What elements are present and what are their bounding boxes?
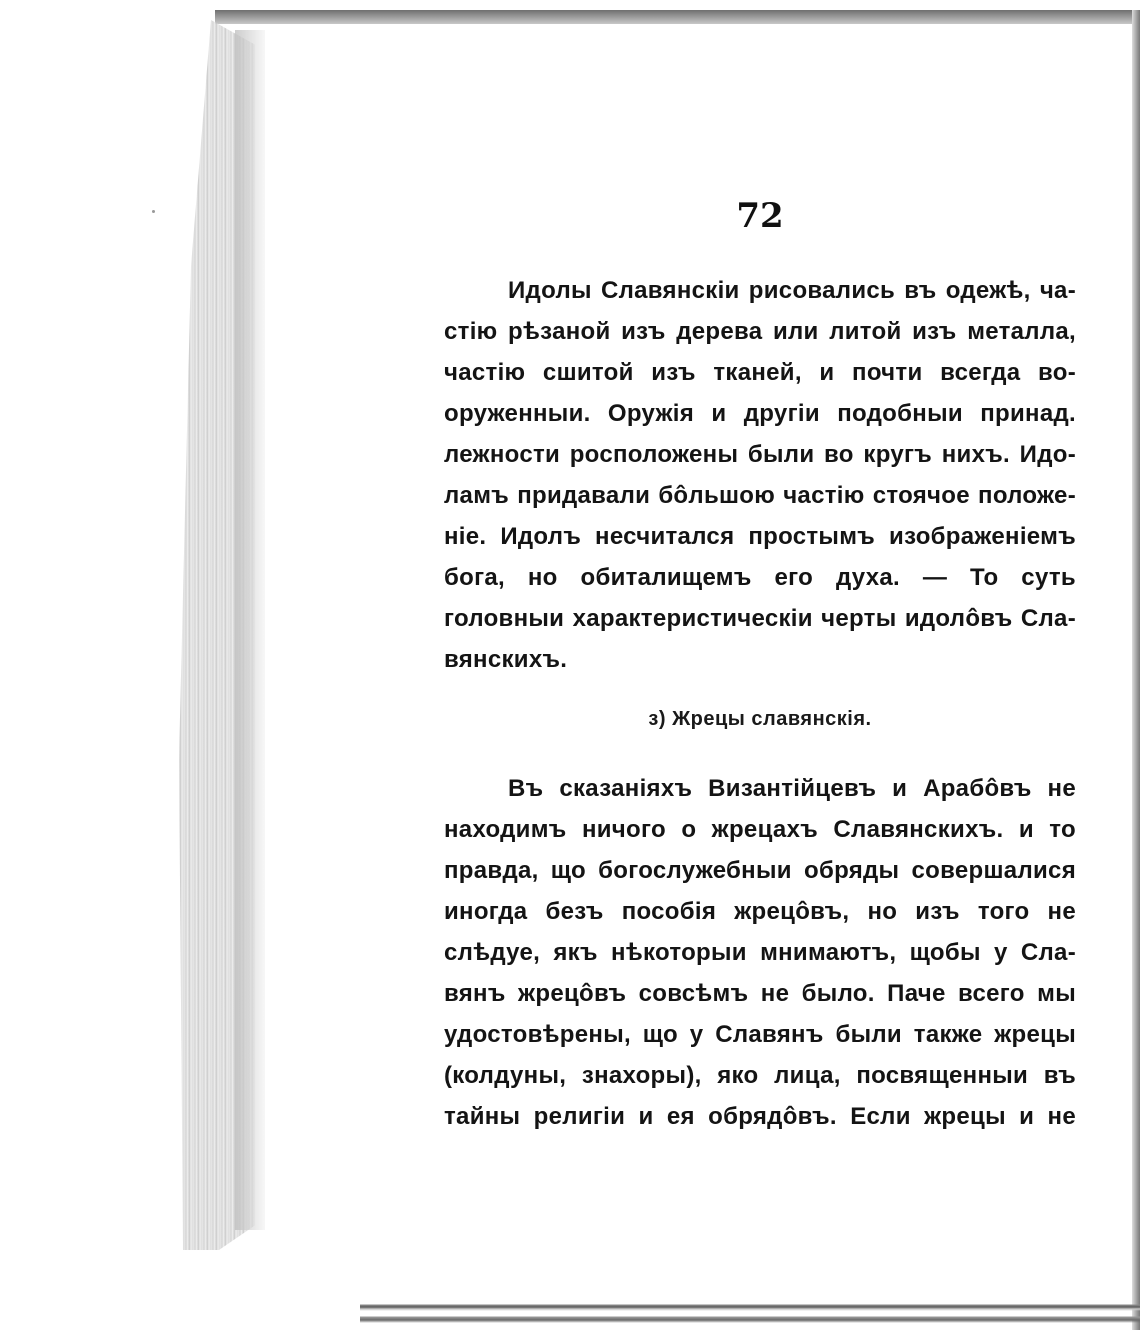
book-gutter-shadow bbox=[235, 30, 265, 1230]
text-line: (колдуны, знахоры), яко лица, посвященныи въ bbox=[444, 1062, 1076, 1089]
text-line: вянъ жрецôвъ совсѣмъ не было. Паче всего мы bbox=[444, 980, 1076, 1007]
paragraph-idols bbox=[444, 270, 1076, 680]
scan-top-edge bbox=[215, 10, 1140, 24]
text-line: вянскихъ. bbox=[444, 646, 568, 673]
text-line: иногда безъ пособія жрецôвъ, но изъ того не bbox=[444, 898, 1076, 925]
paragraph-priests bbox=[444, 768, 1076, 1137]
scan-right-edge bbox=[1132, 10, 1140, 1330]
text-line: Идолы Славянскіи рисовались въ одежѣ, ча- bbox=[508, 277, 1076, 304]
text-line: Въ сказаніяхъ Византійцевъ и Арабôвъ не bbox=[508, 775, 1076, 802]
text-line: удостовѣрены, що у Славянъ были также жрецы bbox=[444, 1021, 1076, 1048]
scan-bottom-edge bbox=[360, 1296, 1140, 1328]
text-line: стію рѣзаной изъ дерева или литой изъ металла, bbox=[444, 318, 1076, 345]
text-line: бога, но обиталищемъ его духа. — То суть bbox=[444, 564, 1076, 591]
text-line: находимъ ничого о жрецахъ Славянскихъ. и то bbox=[444, 816, 1076, 843]
page-number: 72 bbox=[736, 196, 784, 236]
text-line: ламъ придавали бôльшою частію стоячое положе- bbox=[444, 482, 1076, 509]
scan-speck bbox=[152, 210, 155, 213]
text-line: головныи характеристическіи черты идолôвъ Сла- bbox=[444, 605, 1076, 632]
text-line: оруженныи. Оружія и другіи подобныи принад. bbox=[444, 400, 1076, 427]
text-line: слѣдуе, якъ нѣкоторыи мнимаютъ, щобы у Сла- bbox=[444, 939, 1076, 966]
text-line: лежности росположены были во кругъ нихъ. Идо- bbox=[444, 441, 1076, 468]
text-line: тайны религіи и ея обрядôвъ. Если жрецы и не bbox=[444, 1103, 1076, 1130]
section-heading: з) Жрецы славянскія. bbox=[648, 708, 872, 730]
text-line: правда, що богослужебныи обряды совершалися bbox=[444, 857, 1076, 884]
text-line: ніе. Идолъ несчитался простымъ изображеніемъ bbox=[444, 523, 1076, 550]
text-line: частію сшитой изъ тканей, и почти всегда во- bbox=[444, 359, 1076, 386]
